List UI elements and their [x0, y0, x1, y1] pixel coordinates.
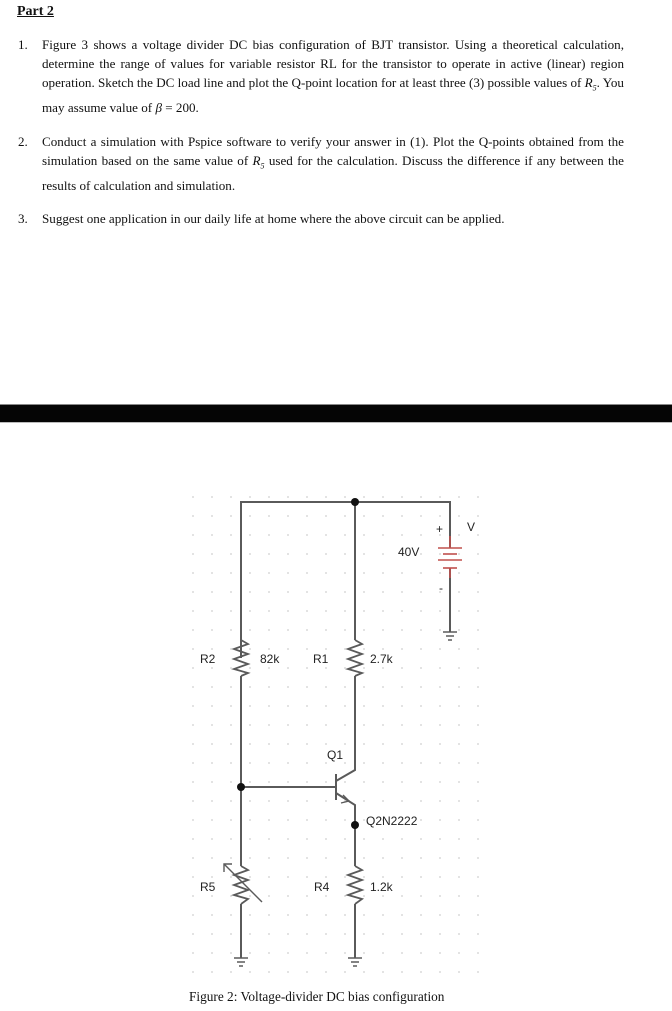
part-title: Part 2	[17, 4, 54, 19]
junction-dot	[237, 783, 245, 791]
question-text: Conduct a simulation with Pspice software to verify your answer in (1). Plot the Q-points obtained from the simulation based on the same value of $R_5$ used for the calculation. Discuss the difference if any between the results of calculation and simulation.	[42, 134, 624, 194]
figure-caption: Figure 2: Voltage-divider DC bias configuration	[189, 989, 445, 1004]
question-number: 3.	[18, 211, 28, 226]
r2-value-label: 82k	[260, 652, 280, 666]
source-minus-label: -	[439, 581, 443, 595]
r1-value-label: 2.7k	[370, 652, 393, 666]
source-value-label: 40V	[398, 545, 420, 559]
r4-ref-label: R4	[314, 880, 330, 894]
source-name-label: V	[467, 520, 476, 534]
r1-ref-label: R1	[313, 652, 329, 666]
r4-value-label: 1.2k	[370, 880, 393, 894]
question-text: Suggest one application in our daily life at home where the above circuit can be applied.	[42, 211, 505, 226]
question-number: 2.	[18, 134, 28, 149]
r2-ref-label: R2	[200, 652, 216, 666]
q1-model-label: Q2N2222	[366, 814, 418, 828]
junction-dot	[351, 498, 359, 506]
junction-dot	[351, 821, 359, 829]
r5-ref-label: R5	[200, 880, 216, 894]
schematic-grid	[190, 480, 480, 980]
question-number: 1.	[18, 37, 28, 52]
source-plus-label: +	[436, 522, 444, 536]
question-text: Figure 3 shows a voltage divider DC bias configuration of BJT transistor. Using a theoretical calculation, determine the range of values for variable resistor RL for the transistor to operate in active (linear) region operation. Sketch the DC load line and plot the Q-point location for at least three (3) possible values of $R_5$. You may assume value of β = 200.	[42, 37, 624, 116]
q1-ref-label: Q1	[327, 748, 344, 762]
